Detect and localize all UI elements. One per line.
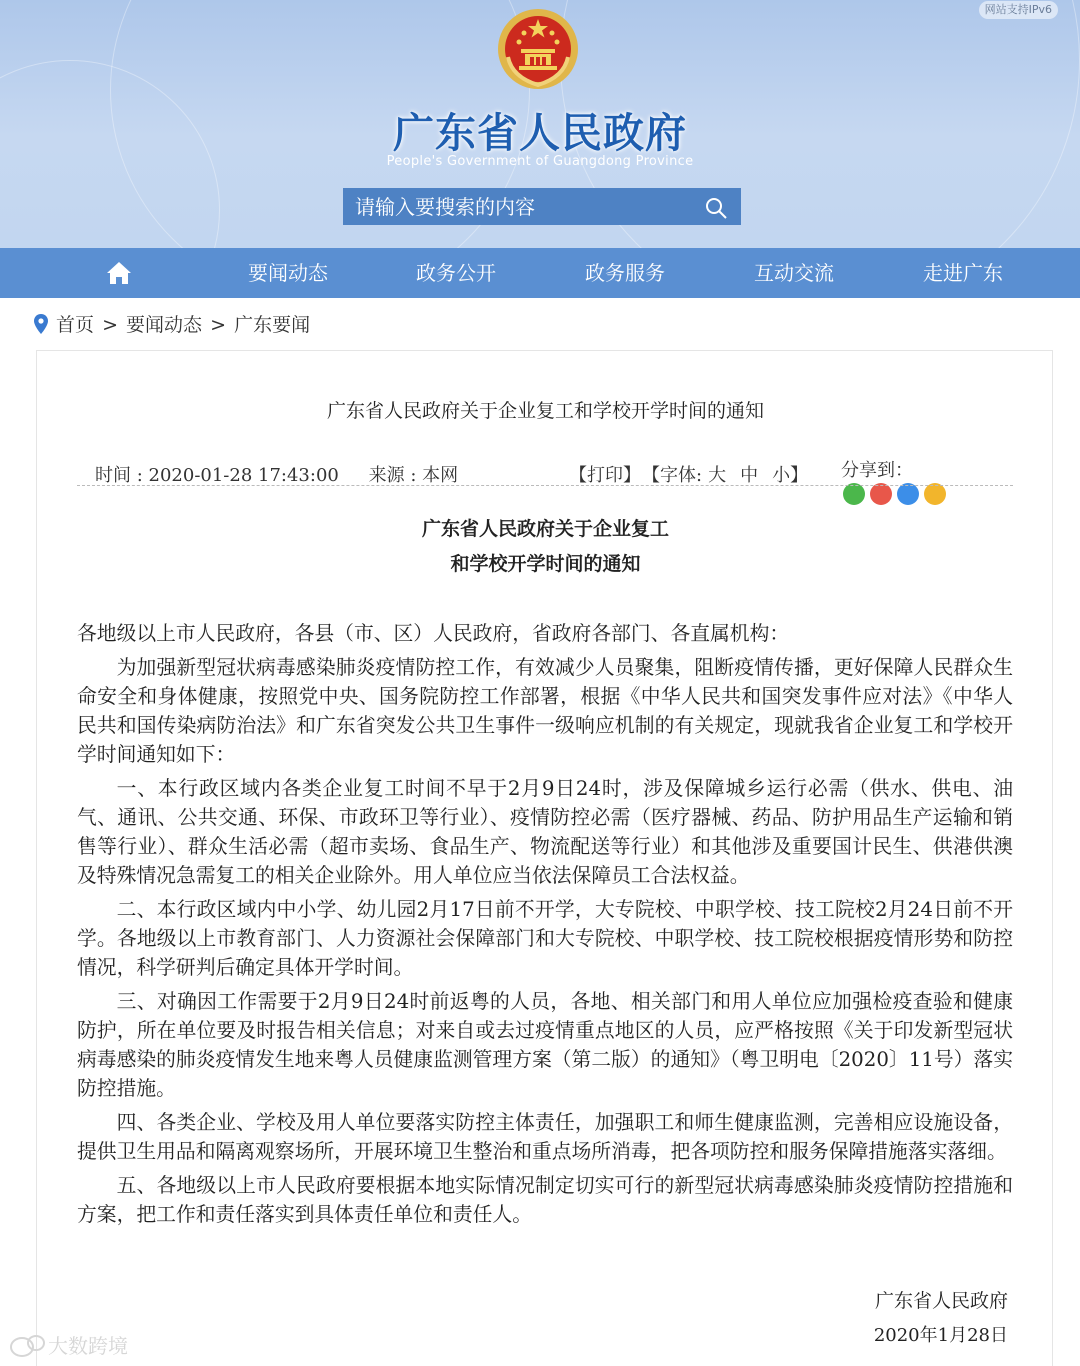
paragraph-5: 五、各地级以上市人民政府要根据本地实际情况制定切实可行的新型冠状病毒感染肺炎疫情防控措施和方案，把工作和责任落实到具体责任单位和责任人。 [77, 1174, 1013, 1226]
font-size-label: 【字体: [651, 465, 703, 486]
search-icon[interactable] [704, 196, 728, 220]
wechat-icon[interactable] [843, 483, 865, 505]
nav-item-news[interactable]: 要闻动态 [248, 261, 328, 285]
site-title: 广东省人民政府 [393, 109, 687, 157]
breadcrumb-news[interactable]: 要闻动态 [126, 314, 203, 336]
article-tools [569, 461, 818, 487]
watermark [8, 1330, 128, 1362]
watermark-text: 大数跨境 [48, 1334, 128, 1358]
article-source: 来源 : 本网 [368, 465, 459, 486]
site-subtitle: People's Government of Guangdong Province [386, 154, 694, 169]
document-heading-line1: 广东省人民政府关于企业复工 [421, 518, 669, 540]
search-input[interactable] [343, 188, 693, 225]
home-icon[interactable] [106, 261, 132, 285]
publish-time: 时间 : 2020-01-28 17:43:00 [95, 465, 339, 486]
nav-item-gov-affairs[interactable]: 政务公开 [416, 261, 496, 285]
signature-date: 2020年1月28日 [873, 1325, 1008, 1346]
nav-item-services[interactable]: 政务服务 [585, 261, 665, 285]
breadcrumb-guangdong-news[interactable]: 广东要闻 [234, 314, 311, 336]
breadcrumb-separator: > [102, 314, 118, 336]
article-body [77, 619, 1013, 1229]
meta-divider [77, 485, 1013, 486]
paragraph-3: 三、对确因工作需要于2月9日24时前返粤的人员，各地、相关部门和用人单位应加强检疫查验和健康防护，所在单位要及时报告相关信息；对来自或去过疫情重点地区的人员，应严格按照《关于印发新型冠状病毒感染的肺炎疫情发生地来粤人员健康监测管理方案（第二版）的通知》（粤卫明电〔2020〕11号）落实防控措施。 [77, 990, 1013, 1100]
article-container [36, 350, 1053, 1366]
ipv6-badge: 网站支持IPv6 [979, 1, 1058, 19]
breadcrumb [34, 311, 312, 339]
breadcrumb-separator: > [210, 314, 227, 336]
nav-item-about-guangdong[interactable]: 走进广东 [923, 261, 1003, 285]
site-header [0, 0, 1080, 248]
font-medium-button[interactable]: 中 [740, 465, 759, 486]
salutation: 各地级以上市人民政府，各县（市、区）人民政府，省政府各部门、各直属机构： [77, 622, 790, 645]
paragraph-4: 四、各类企业、学校及用人单位要落实防控主体责任，加强职工和师生健康监测，完善相应设施设备，提供卫生用品和隔离观察场所，开展环境卫生整治和重点场所消毒，把各项防控和服务保障措施落实落细。 [77, 1111, 1013, 1163]
print-button[interactable]: 【打印】 [569, 465, 641, 486]
font-small-button[interactable]: 小】 [772, 465, 809, 486]
document-heading-line2: 和学校开学时间的通知 [450, 553, 641, 575]
location-pin-icon [34, 314, 48, 334]
main-nav [0, 248, 1080, 298]
breadcrumb-home[interactable]: 首页 [56, 314, 95, 336]
article-meta [95, 461, 482, 487]
watermark-logo-icon [8, 1333, 48, 1359]
search-box [343, 188, 741, 225]
national-emblem-icon [497, 7, 579, 91]
nav-item-interaction[interactable]: 互动交流 [754, 261, 834, 285]
share-icons [843, 483, 951, 505]
font-large-button[interactable]: 大 [708, 465, 727, 486]
article-title: 广东省人民政府关于企业复工和学校开学时间的通知 [326, 400, 764, 422]
qq-icon[interactable] [897, 483, 919, 505]
paragraph-2: 二、本行政区域内中小学、幼儿园2月17日前不开学，大专院校、中职学校、技工院校2月24日前不开学。各地级以上市教育部门、人力资源社会保障部门和大专院校、中职学校、技工院校根据疫情形势和防控情况，科学研判后确定具体开学时间。 [77, 898, 1013, 979]
paragraph-1: 一、本行政区域内各类企业复工时间不早于2月9日24时，涉及保障城乡运行必需（供水、供电、油气、通讯、公共交通、环保、市政环卫等行业）、疫情防控必需（医疗器械、药品、防护用品生产运输和销售等行业）、群众生活必需（超市卖场、食品生产、物流配送等行业）和其他涉及重要国计民生、供港供澳及特殊情况急需复工的相关企业除外。用人单位应当依法保障员工合法权益。 [77, 777, 1013, 887]
paragraph-intro: 为加强新型冠状病毒感染肺炎疫情防控工作，有效减少人员聚集，阻断疫情传播，更好保障人民群众生命安全和身体健康，按照党中央、国务院防控工作部署，根据《中华人民共和国突发事件应对法》《中华人民共和国传染病防治法》和广东省突发公共卫生事件一级响应机制的有关规定，现就我省企业复工和学校开学时间通知如下： [77, 656, 1013, 766]
signature: 广东省人民政府 [874, 1290, 1008, 1312]
weibo-icon[interactable] [870, 483, 892, 505]
share-label: 分享到： [841, 460, 913, 481]
qzone-icon[interactable] [924, 483, 946, 505]
